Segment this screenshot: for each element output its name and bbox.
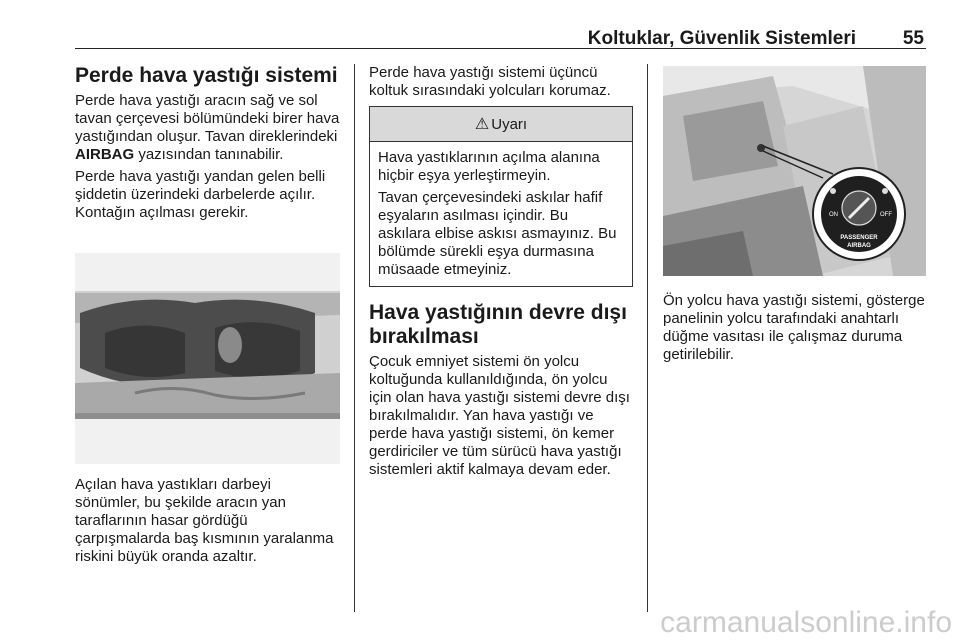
- paragraph-1: Perde hava yastığı aracın sağ ve sol tavan çerçevesi bölümündeki birer hava yastığından oluşur. Tavan direklerindeki AIRBAG yazısından tanınabilir.: [75, 92, 340, 163]
- image-caption-1: Açılan hava yastıkları darbeyi sönümler, bu şekilde aracın yan taraflarının hasar gördüğü çarpışmalarda baş kısmının yaralanma riskini büyük oranda azaltır.: [75, 476, 334, 565]
- section-heading-deactivation: Hava yastığının devre dışı bırakılması: [369, 301, 627, 348]
- warning-icon: ⚠: [474, 116, 490, 133]
- switch-label-line2: AIRBAG: [847, 243, 871, 249]
- watermark: carmanualsonline.info: [660, 606, 952, 639]
- header-title: Koltuklar, Güvenlik Sistemleri: [587, 28, 856, 49]
- column-divider-2: [647, 64, 648, 612]
- passenger-airbag-switch-photo: [663, 66, 926, 276]
- switch-on-label: ON: [829, 212, 838, 218]
- column-2: [369, 64, 633, 483]
- column-1: [75, 64, 340, 226]
- warning-paragraph-1: Hava yastıklarının açılma alanına hiçbir eşya yerleştirmeyin.: [378, 149, 600, 184]
- page-number: 55: [902, 28, 924, 49]
- image-caption-2: Ön yolcu hava yastığı sistemi, gösterge panelinin yolcu tarafındaki anahtarlı düğme vasıtası ile çalışmaz duruma getirilebilir.: [663, 292, 925, 363]
- warning-box: [369, 106, 633, 287]
- warning-body: [370, 142, 632, 286]
- warning-title: Uyarı: [491, 115, 528, 133]
- column-3: [663, 292, 926, 368]
- column-1-caption-block: [75, 476, 340, 570]
- warning-paragraph-2: Tavan çerçevesindeki askılar hafif eşyaların asılması içindir. Bu askılara elbise askısı asmayınız. Bu bölümde sürekli eşya durmasına müsaade etmeyiniz.: [378, 189, 617, 278]
- section-heading-curtain-airbag: Perde hava yastığı sistemi: [75, 64, 338, 87]
- header-rule: [75, 48, 926, 49]
- paragraph-2: Perde hava yastığı yandan gelen belli şiddetin üzerindeki darbelerde açılır. Kontağın açılması gerekir.: [75, 168, 326, 221]
- switch-label-line1: PASSENGER: [840, 235, 878, 241]
- page-header: [75, 28, 926, 54]
- deactivation-paragraph: Çocuk emniyet sistemi ön yolcu koltuğunda kullanıldığında, ön yolcu için olan hava yastığı sistemi devre dışı bırakılmalıdır. Yan hava yastığı ve perde hava yastığı sistemi, ön kemer gerdiriciler ve tüm sürücü hava yastığı sistemleri aktif kalmaya devam eder.: [369, 353, 630, 478]
- curtain-airbag-photo: [75, 253, 340, 464]
- column-divider-1: [354, 64, 355, 612]
- warning-header: [370, 107, 632, 142]
- intro-paragraph: Perde hava yastığı sistemi üçüncü koltuk sırasındaki yolcuları korumaz.: [369, 64, 611, 99]
- switch-off-label: OFF: [880, 212, 892, 218]
